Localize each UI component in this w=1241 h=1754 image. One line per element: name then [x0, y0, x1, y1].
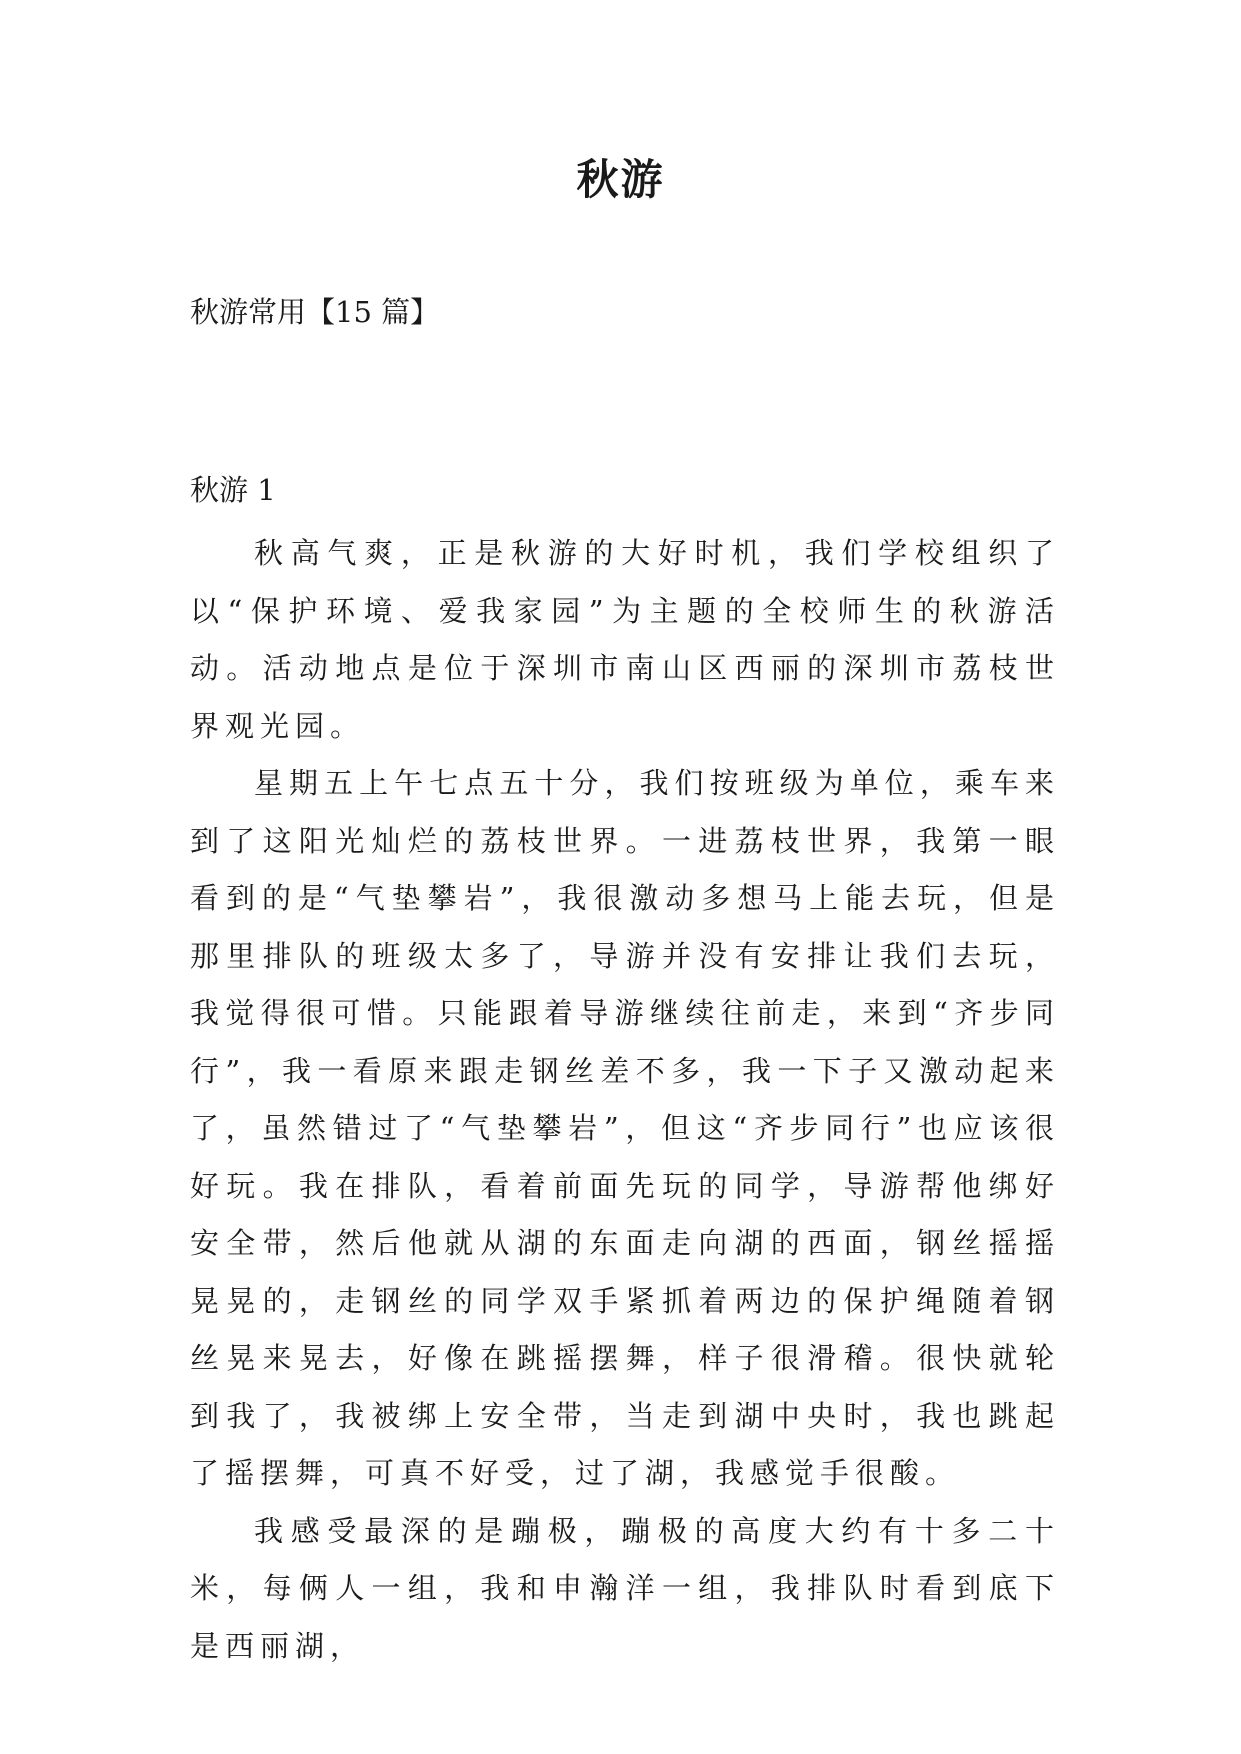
- paragraph: 星期五上午七点五十分，我们按班级为单位，乘车来到了这阳光灿烂的荔枝世界。一进荔枝世界，我第一眼看到的是“气垫攀岩”，我很激动多想马上能去玩，但是那里排队的班级太多了，导游并没有安排让我们去玩，我觉得很可惜。只能跟着导游继续往前走，来到“齐步同行”，我一看原来跟走钢丝差不多，我一下子又激动起来了，虽然错过了“气垫攀岩”，但这“齐步同行”也应该很好玩。我在排队，看着前面先玩的同学，导游帮他绑好安全带，然后他就从湖的东面走向湖的西面，钢丝摇摇晃晃的，走钢丝的同学双手紧抓着两边的保护绳随着钢丝晃来晃去，好像在跳摇摆舞，样子很滑稽。很快就轮到我了，我被绑上安全带，当走到湖中央时，我也跳起了摇摆舞，可真不好受，过了湖，我感觉手很酸。: [190, 766, 1060, 1490]
- paragraph: 秋高气爽，正是秋游的大好时机，我们学校组织了以“保护环境、爱我家园”为主题的全校师生的秋游活动。活动地点是位于深圳市南山区西丽的深圳市荔枝世界观光园。: [190, 536, 1060, 743]
- article-body: [190, 525, 1060, 1675]
- document-subtitle: 秋游常用【15 篇】: [190, 295, 440, 329]
- document-title: 秋游: [576, 155, 665, 204]
- section-heading: 秋游 1: [190, 473, 276, 507]
- paragraph: 我感受最深的是蹦极，蹦极的高度大约有十多二十米，每俩人一组，我和申瀚洋一组，我排队时看到底下是西丽湖，: [190, 1513, 1060, 1663]
